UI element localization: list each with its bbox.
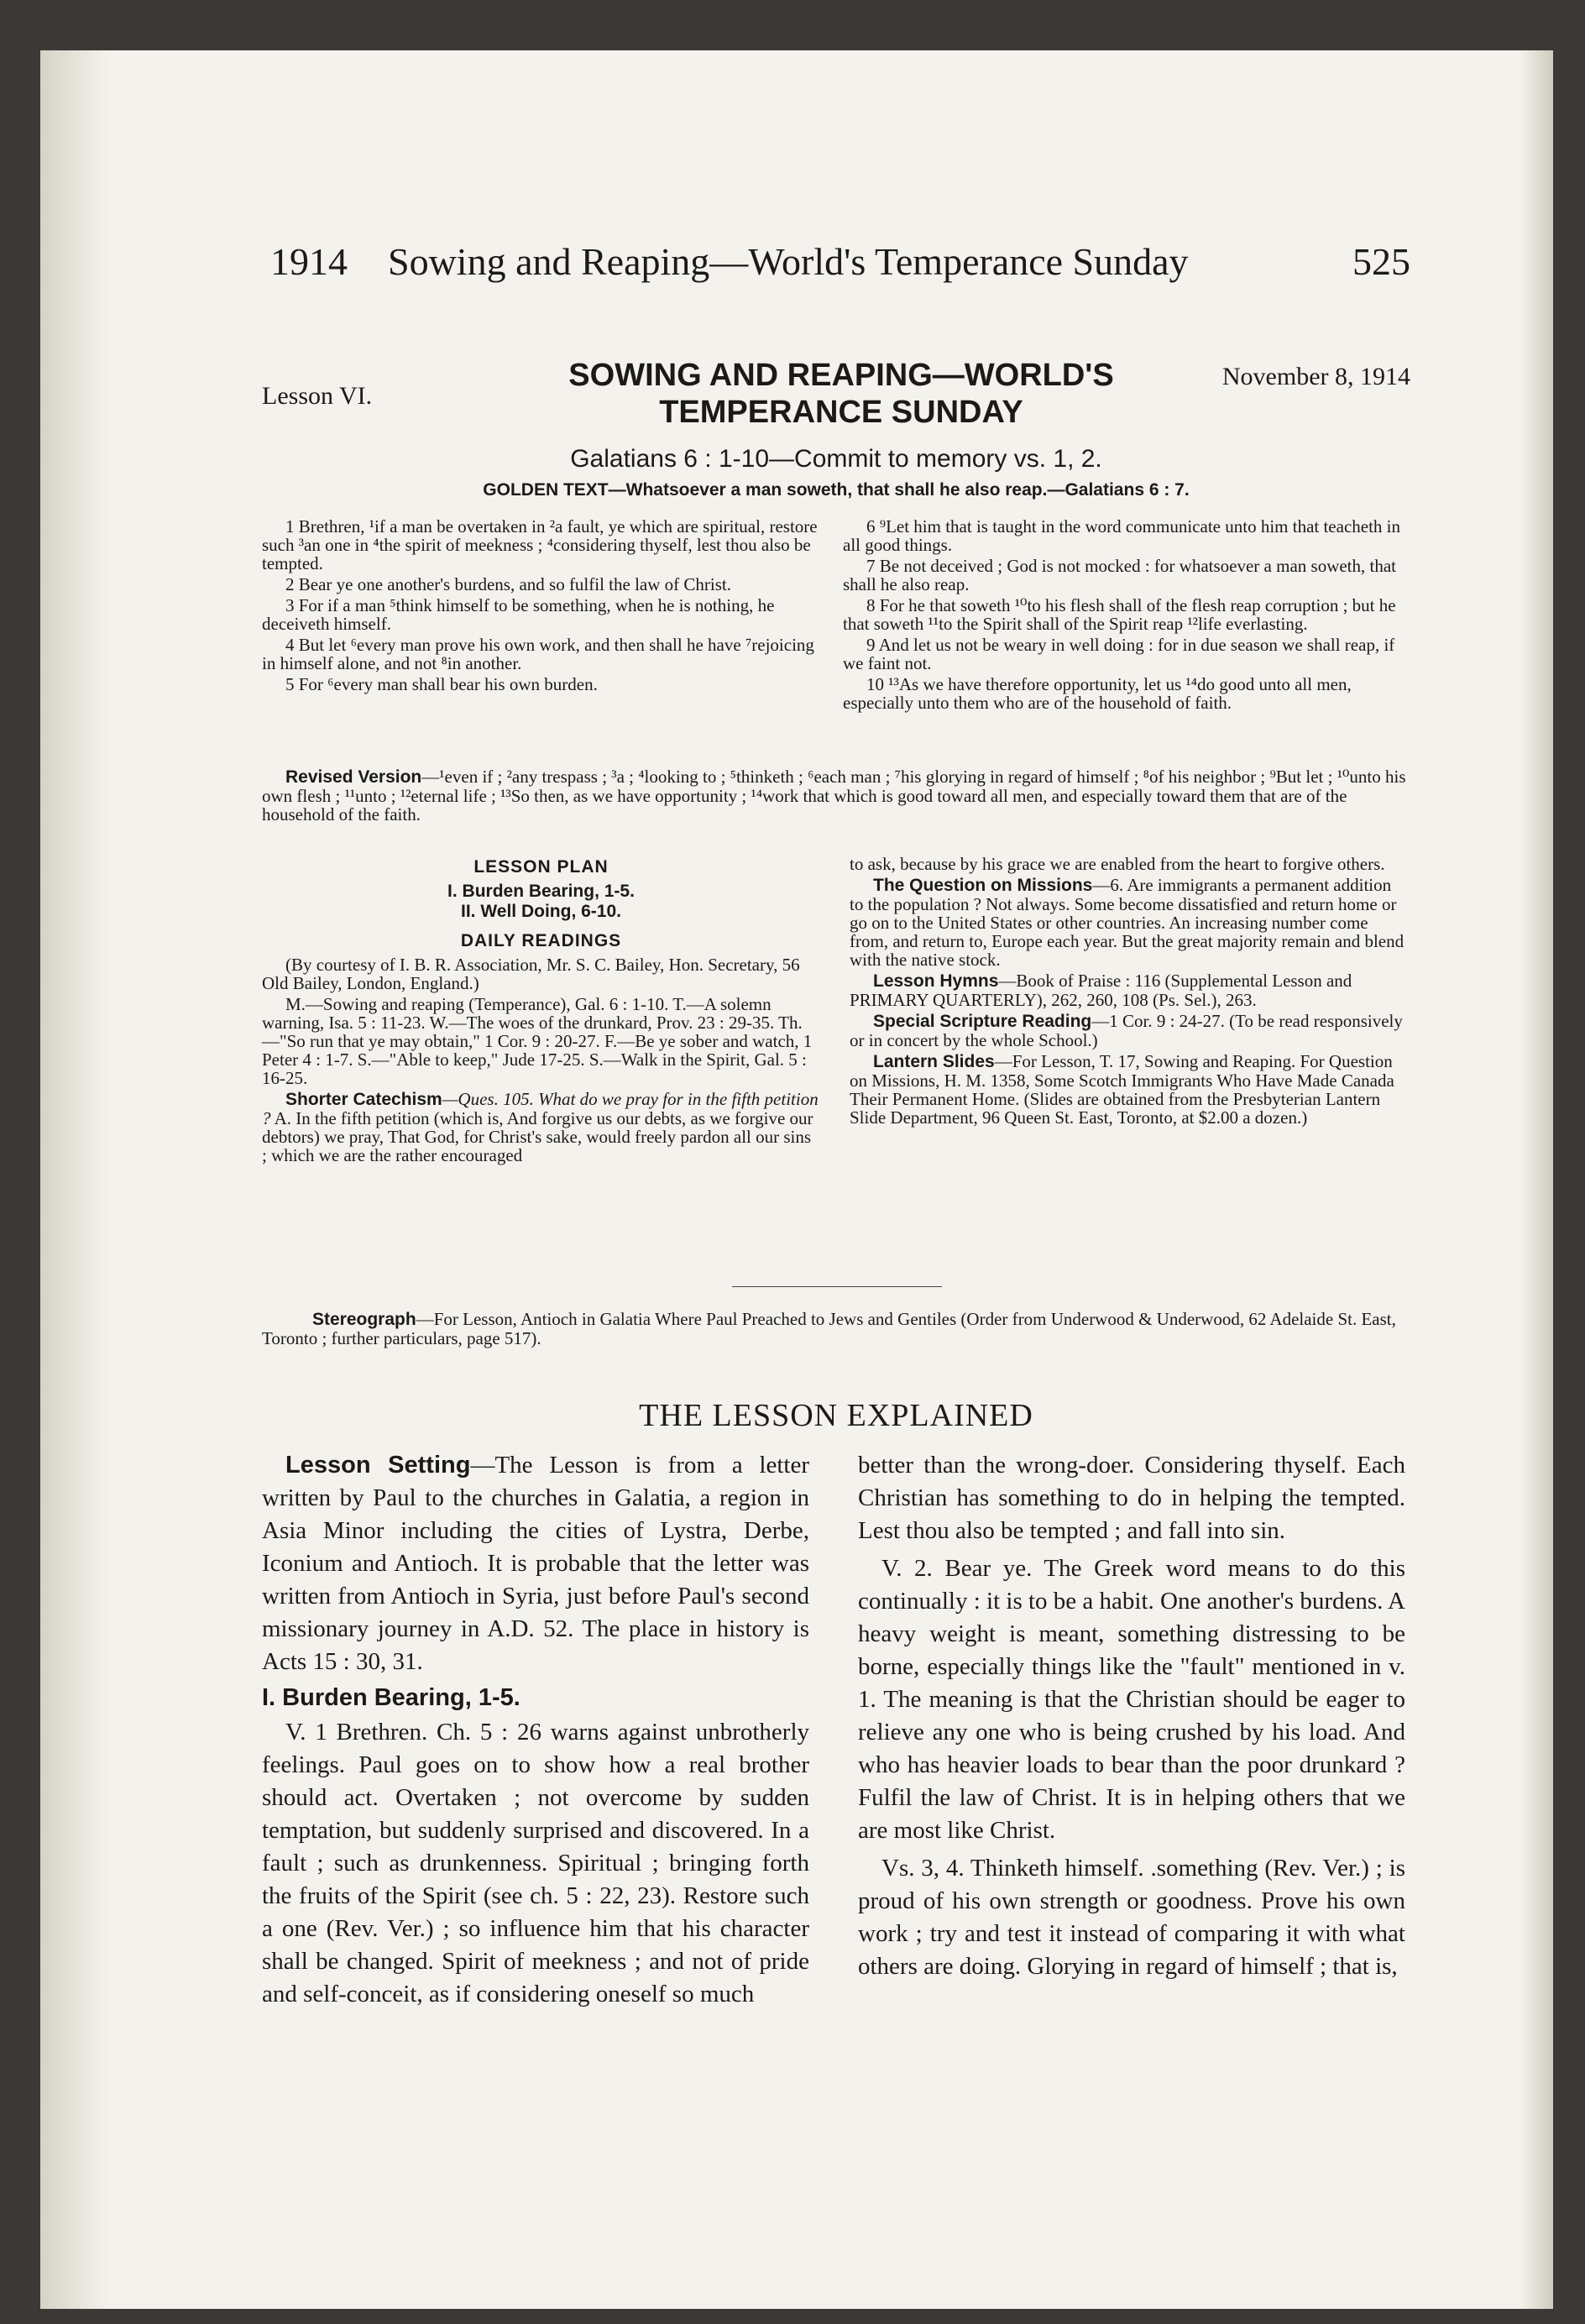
- verse: 10 ¹³As we have therefore opportunity, let us ¹⁴do good unto all men, especially unto them who are of the household of faith.: [843, 674, 1352, 713]
- catechism-question: —Ques. 105. What do we pray for in the fifth petition ?: [262, 1089, 819, 1128]
- missions-text: —6. Are immigrants a permanent addition to the population ? Not always. Some become dissatisfied and return home or go on to the United States or other countries. An increasing number come from, and return to, Europe each year. But the great majority remain and blend with the native stock.: [850, 875, 1405, 970]
- catechism-continued: to ask, because by his grace we are enabled from the heart to forgive others.: [850, 854, 1385, 874]
- lesson-explained-heading: THE LESSON EXPLAINED: [639, 1398, 1033, 1433]
- lantern-slides: [850, 1052, 1408, 1127]
- verse: 6 ⁹Let him that is taught in the word communicate unto him that teacheth in all good things.: [843, 516, 1401, 555]
- special-reading-text: —1 Cor. 9 : 24-27. (To be read responsively or in concert by the whole School.): [850, 1011, 1403, 1050]
- lesson-setting: [262, 1449, 809, 1678]
- stereograph-text: —For Lesson, Antioch in Galatia Where Paul Preached to Jews and Gentiles (Order from Underwood & Underwood, 62 Adelaide St. East, Toronto ; further particulars, page 517).: [262, 1309, 1396, 1348]
- lesson-date: November 8, 1914: [1221, 363, 1410, 390]
- daily-readings-text: M.—Sowing and reaping (Temperance), Gal. 6 : 1-10. T.—A solemn warning, Isa. 5 : 11-23. W.—The woes of the drunkard, Prov. 23 : 29-35. Th.—"So run that ye may obtain," 1 Cor. 9 : 20-27. F.—Be ye sober and watch, 1 Peter 4 : 1-7. S.—"Able to keep," Jude 17-25. S.—Walk in the Spirit, Gal. 5 : 16-25.: [262, 994, 813, 1088]
- lesson-plan-heading: LESSON PLAN: [473, 857, 609, 877]
- verse-commentary: V. 1 Brethren. Ch. 5 : 26 warns against unbrotherly feelings. Paul goes on to show how a real brother should act. Overtaken ; not overcome by sudden temptation, but suddenly surprised and discovered. In a fault ; such as drunkenness. Spiritual ; bringing forth the fruits of the Spirit (see ch. 5 : 22, 23). Restore such a one (Rev. Ver.) ; so influence him that his character shall be changed. Spirit of meekness ; and not of pride and self-conceit, as if considering oneself so much: [262, 1719, 809, 2007]
- special-reading: [850, 1012, 1408, 1049]
- special-reading-label: Special Scripture Reading: [873, 1012, 1092, 1031]
- verse: 9 And let us not be weary in well doing : for in due season we shall reap, if we faint not.: [843, 635, 1395, 673]
- running-header: [262, 239, 1410, 290]
- section-divider: [732, 1286, 942, 1287]
- verses-left-column: [262, 517, 824, 696]
- lesson-hymns: [850, 971, 1408, 1009]
- revised-version-label: Revised Version: [285, 767, 422, 787]
- catechism: [262, 1090, 820, 1165]
- catechism-label: Shorter Catechism: [285, 1090, 442, 1109]
- verse: 2 Bear ye one another's burdens, and so fulfil the law of Christ.: [285, 574, 731, 594]
- lesson-helps-right: [850, 855, 1408, 1129]
- revised-version-text: —¹even if ; ²any trespass ; ³a ; ⁴looking to ; ⁵thinketh ; ⁶each man ; ⁷his glorying in regard of himself ; ⁸of his neighbor ; ⁹But let ; ¹⁰unto his own flesh ; ¹¹unto ; ¹²eternal life ; ¹³So then, as we have opportunity ; ¹⁴work that which is good toward all men, and especially toward them that are of the household of the faith.: [262, 767, 1406, 824]
- section-heading: I. Burden Bearing, 1-5.: [262, 1684, 520, 1711]
- missions-question: [850, 876, 1408, 969]
- header-title: Sowing and Reaping—World's Temperance Sunday: [388, 240, 1189, 283]
- daily-readings-courtesy: (By courtesy of I. B. R. Association, Mr. S. C. Bailey, Hon. Secretary, 56 Old Bailey, London, England.): [262, 955, 800, 993]
- stereograph-note: [262, 1310, 1410, 1348]
- verse: 5 For ⁶every man shall bear his own burden.: [285, 674, 598, 694]
- verse: 4 But let ⁶every man prove his own work, and then shall he have ⁷rejoicing in himself alone, and not ⁸in another.: [262, 635, 814, 673]
- hymns-text: —Book of Praise : 116 (Supplemental Lesson and PRIMARY QUARTERLY), 262, 260, 108 (Ps. Sel.), 263.: [850, 971, 1352, 1010]
- verse: 8 For he that soweth ¹⁰to his flesh shall of the flesh reap corruption ; but he that soweth ¹¹to the Spirit shall of the Spirit reap ¹²life everlasting.: [843, 595, 1396, 634]
- missions-label: The Question on Missions: [873, 876, 1093, 895]
- lantern-text: —For Lesson, T. 17, Sowing and Reaping. For Question on Missions, H. M. 1358, Some Scotch Immigrants Who Have Made Canada Their Permanent Home. (Slides are obtained from the Presbyterian Lantern Slide Department, 96 Queen St. East, Toronto, at $2.00 a dozen.): [850, 1051, 1394, 1128]
- lesson-plan-item: II. Well Doing, 6-10.: [461, 902, 621, 921]
- scripture-reference: Galatians 6 : 1-10—Commit to memory vs. 1, 2.: [570, 445, 1102, 473]
- stereograph-label: Stereograph: [312, 1310, 416, 1329]
- daily-readings-heading: DAILY READINGS: [460, 931, 622, 950]
- golden-text: GOLDEN TEXT—Whatsoever a man soweth, that shall he also reap.—Galatians 6 : 7.: [483, 480, 1190, 500]
- verses-right-column: [843, 517, 1405, 714]
- catechism-answer: A. In the fifth petition (which is, And forgive us our debts, as we forgive our debtors) we pray, That God, for Christ's sake, would freely pardon all our sins ; which we are the rather encouraged: [262, 1108, 813, 1165]
- verse: 7 Be not deceived ; God is not mocked : for whatsoever a man soweth, that shall he also reap.: [843, 556, 1397, 594]
- lesson-number: Lesson VI.: [262, 382, 373, 410]
- page-number: 525: [1352, 240, 1410, 283]
- explained-right-column: [858, 1449, 1405, 1983]
- lesson-setting-label: Lesson Setting: [285, 1452, 471, 1479]
- verse-commentary: V. 2. Bear ye. The Greek word means to do this continually : it is to be a habit. One another's burdens. A heavy weight is meant, something distressing to be borne, especially things like the "fault" mentioned in v. 1. The meaning is that the Christian should be eager to relieve any one who is being crushed by his load. And who has heavier loads to bear than the poor drunkard ? Fulfil the law of Christ. It is in helping others that we are most like Christ.: [858, 1555, 1405, 1844]
- explained-left-column: [262, 1449, 809, 2011]
- lantern-label: Lantern Slides: [873, 1052, 995, 1071]
- page-edge-shadow: [1520, 50, 1553, 2309]
- lesson-title: SOWING AND REAPING—WORLD'S TEMPERANCE SUNDAY: [568, 358, 1114, 430]
- verse-commentary: Vs. 3, 4. Thinketh himself. .something (Rev. Ver.) ; is proud of his own strength or goodness. Prove his own work ; try and test it instead of comparing it with what others are doing. Glorying in regard of himself ; that is,: [858, 1855, 1405, 1980]
- header-year: 1914: [270, 240, 348, 283]
- verse: 1 Brethren, ¹if a man be overtaken in ²a fault, ye which are spiritual, restore such ³an one in ⁴the spirit of meekness ; ⁴considering thyself, lest thou also be tempted.: [262, 516, 818, 573]
- lesson-setting-text: —The Lesson is from a letter written by Paul to the churches in Galatia, a region in Asia Minor including the cities of Lystra, Derbe, Iconium and Antioch. It is probable that the letter was written from Antioch in Syria, just before Paul's second missionary journey in A.D. 52. The place in history is Acts 15 : 30, 31.: [262, 1452, 810, 1675]
- verse-commentary: better than the wrong-doer. Considering thyself. Each Christian has something to do in helping the tempted. Lest thou also be tempted ; and fall into sin.: [858, 1452, 1405, 1544]
- lesson-plan-item: I. Burden Bearing, 1-5.: [447, 882, 635, 901]
- hymns-label: Lesson Hymns: [873, 971, 999, 991]
- lesson-plan: [262, 882, 820, 922]
- revised-version-note: [262, 767, 1410, 824]
- book-page: [40, 50, 1553, 2309]
- lesson-helps-left: [262, 855, 820, 1167]
- page-binding-shadow: [42, 50, 109, 2309]
- verse: 3 For if a man ⁵think himself to be something, when he is nothing, he deceiveth himself.: [262, 595, 775, 634]
